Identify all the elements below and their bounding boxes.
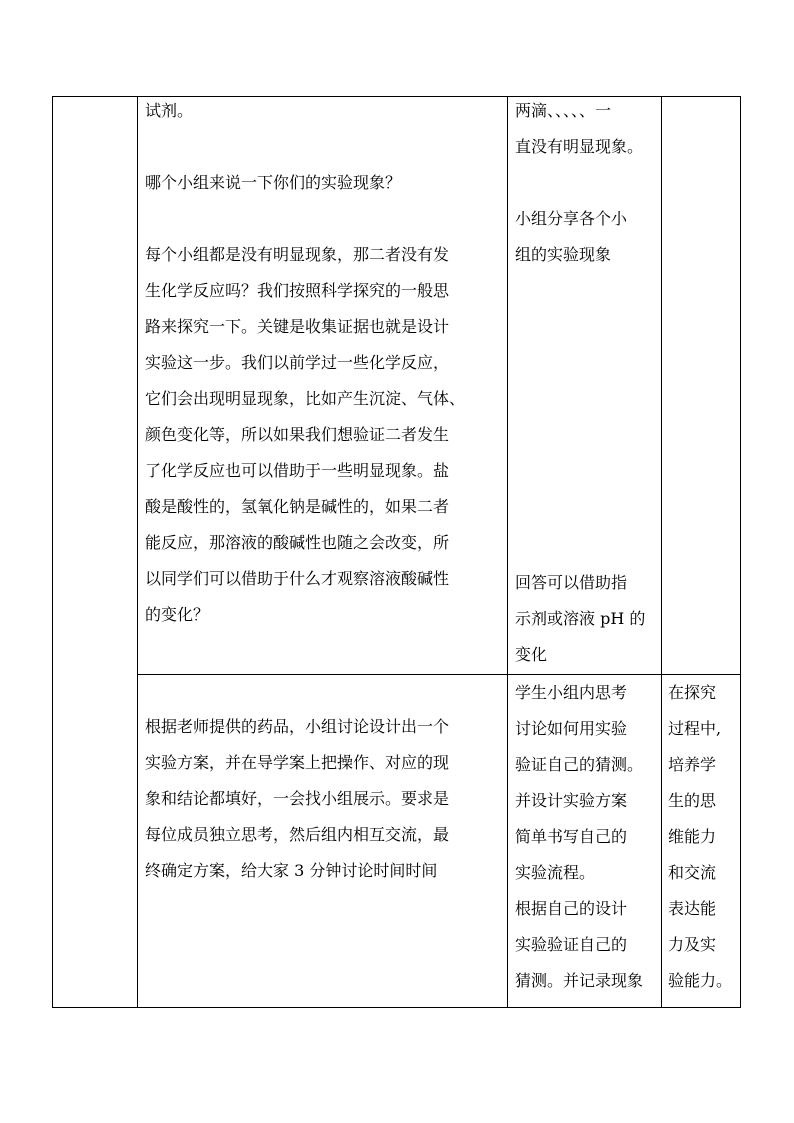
teacher-line: 根据老师提供的药品，小组讨论设计出一个 — [145, 717, 450, 736]
student-line: 两滴、、、、、一 — [515, 101, 612, 120]
table-border-left — [52, 96, 53, 1008]
table-border-right — [740, 96, 741, 1008]
column-divider-3 — [661, 96, 662, 1008]
intent-line: 过程中, — [668, 719, 722, 738]
teacher-line: 以同学们可以借助于什么才观察溶液酸碱性 — [145, 569, 450, 588]
teacher-line: 酸是酸性的，氢氧化钠是碱性的，如果二者 — [145, 497, 450, 516]
teacher-question: 哪个小组来说一下你们的实验现象？ — [145, 173, 402, 192]
column-divider-1 — [137, 96, 138, 1008]
intent-line: 力及实 — [668, 935, 717, 954]
row1-student-cell — [515, 93, 660, 273]
student-line: 实验验证自己的 — [515, 935, 628, 954]
teacher-line: 实验这一步。我们以前学过一些化学反应， — [145, 353, 450, 372]
table-border-bottom — [52, 1007, 741, 1008]
student-line: 实验流程。 — [515, 863, 596, 882]
student-line: 示剂或溶液 pH 的 — [515, 609, 646, 628]
teacher-line: 了化学反应也可以借助于一些明显现象。盐 — [145, 461, 450, 480]
row1-teacher-cell — [145, 93, 503, 633]
intent-line: 维能力 — [668, 827, 717, 846]
student-line: 组的实验现象 — [515, 245, 612, 264]
row2-student-cell — [515, 675, 660, 999]
teacher-explanation — [145, 237, 503, 633]
teacher-line: 生化学反应吗？我们按照科学探究的一般思 — [145, 281, 450, 300]
row2-intent-cell — [668, 675, 740, 999]
student-line: 直没有明显现象。 — [515, 137, 644, 156]
student-line: 验证自己的猜测。 — [515, 755, 644, 774]
student-line: 猜测。并记录现象 — [515, 971, 644, 990]
intent-line: 培养学 — [668, 755, 717, 774]
teacher-text-reagent: 试剂。 — [145, 101, 194, 120]
intent-line: 生的思 — [668, 791, 717, 810]
teacher-line: 象和结论都填好，一会找小组展示。要求是 — [145, 789, 450, 808]
student-line: 讨论如何用实验 — [515, 719, 628, 738]
teacher-line: 颜色变化等，所以如果我们想验证二者发生 — [145, 425, 450, 444]
intent-line: 验能力。 — [668, 971, 733, 990]
intent-line: 和交流 — [668, 863, 717, 882]
teacher-line: 每位成员独立思考，然后组内相互交流，最 — [145, 825, 450, 844]
student-line: 根据自己的设计 — [515, 899, 628, 918]
student-line: 并设计实验方案 — [515, 791, 628, 810]
intent-line: 在探究 — [668, 683, 717, 702]
student-line: 小组分享各个小 — [515, 209, 628, 228]
student-line: 变化 — [515, 645, 548, 664]
row2-teacher-cell — [145, 709, 503, 889]
teacher-line: 实验方案，并在导学案上把操作、对应的现 — [145, 753, 450, 772]
teacher-line: 终确定方案，给大家 3 分钟讨论时间时间 — [145, 861, 438, 880]
student-line: 简单书写自己的 — [515, 827, 628, 846]
student-line: 回答可以借助指 — [515, 573, 628, 592]
row1-student-answer — [515, 565, 660, 673]
lesson-plan-table — [52, 96, 741, 1008]
teacher-line: 它们会出现明显现象，比如产生沉淀、气体、 — [145, 389, 466, 408]
student-line: 学生小组内思考 — [515, 683, 628, 702]
column-divider-2 — [507, 96, 508, 1008]
teacher-line: 能反应，那溶液的酸碱性也随之会改变，所 — [145, 533, 450, 552]
intent-line: 表达能 — [668, 899, 717, 918]
teacher-line: 每个小组都是没有明显现象，那二者没有发 — [145, 245, 450, 264]
teacher-line: 的变化？ — [145, 605, 210, 624]
teacher-line: 路来探究一下。关键是收集证据也就是设计 — [145, 317, 450, 336]
